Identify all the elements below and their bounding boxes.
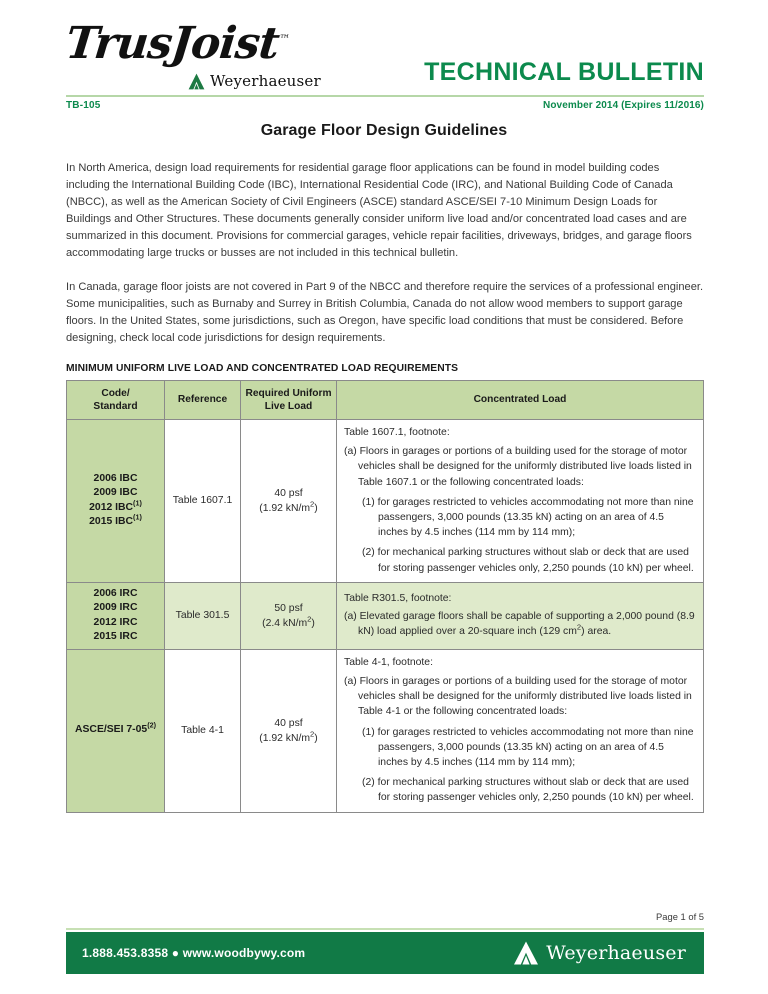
- cell-concentrated-load: [337, 649, 704, 812]
- code-text: 2006 IRC: [93, 587, 138, 599]
- concentrated-item: (1) for garages restricted to vehicles accommodating not more than nine passengers, 3,000 pounds (13.35 kN) acting on an area of 4.5 inches by 4.5 inches (114 mm by 114 mm);: [362, 726, 694, 768]
- footer-divider: [66, 928, 704, 930]
- code-footnote-ref: (2): [147, 720, 156, 730]
- code-line: [69, 587, 162, 602]
- technical-bulletin-title: TECHNICAL BULLETIN: [424, 58, 704, 86]
- cell-uniform-load: [241, 419, 337, 582]
- code-text: 2015 IRC: [93, 631, 138, 643]
- code-line: [69, 630, 162, 645]
- footer-weyerhaeuser-logo: [513, 940, 686, 966]
- uniform-load-metric: (1.92 $kN/m^2$): [259, 499, 318, 514]
- weyerhaeuser-endorsement-text: Weyerhaeuser: [210, 72, 321, 90]
- code-text: 2012 IRC: [93, 616, 138, 628]
- uniform-load-metric: (1.92 $kN/m^2$): [259, 729, 318, 744]
- page-header: [0, 0, 768, 112]
- intro-paragraph-1: In North America, design load requirements for residential garage floor applications can be found in model building codes including the International Building Code (IBC), International Residential Code (IRC), and National Building Code of Canada (NBCC), as well as the American Society of Civil Engineers (ASCE) standard ASCE/SEI 7-10 Minimum Design Loads for Buildings and Other Structures. These documents generally consider uniform live load and/or concentrated load cases and are summarized in this document. Provisions for commercial garages, vehicle repair facilities, driveways, bridges, and garage floors accommodating large trucks or busses are not included in this technical bulletin.: [66, 162, 692, 260]
- footer-company-name: Weyerhaeuser: [546, 942, 686, 964]
- code-text: 2015 IBC: [89, 516, 134, 528]
- table-row: [67, 582, 704, 649]
- code-text: 2009 IBC: [93, 487, 138, 499]
- cell-reference: Table 301.5: [165, 582, 241, 649]
- weyerhaeuser-endorsement: [188, 72, 321, 90]
- section-heading: MINIMUM UNIFORM LIVE LOAD AND CONCENTRATED LOAD REQUIREMENTS: [66, 362, 459, 374]
- footer-contact[interactable]: 1.888.453.8358 ● www.woodbywy.com: [82, 946, 306, 960]
- concentrated-intro: Table 1607.1, footnote:: [344, 426, 450, 438]
- uniform-load-imperial: 40 psf: [274, 487, 303, 499]
- trus-joist-wordmark-text: TrusJoist: [63, 18, 282, 69]
- code-line: [69, 616, 162, 631]
- concentrated-item: (2) for mechanical parking structures without slab or deck that are used for storing passenger vehicles only, 2,250 pounds (10 kN) per wheel.: [362, 547, 694, 574]
- concentrated-item: (1) for garages restricted to vehicles accommodating not more than nine passengers, 3,000 pounds (13.35 kN) acting on an area of 4.5 inches by 4.5 inches (114 mm by 114 mm);: [362, 496, 694, 539]
- column-header-code: [67, 380, 165, 419]
- concentrated-clause-a: (a) Elevated garage floors shall be capable of supporting a 2,000 pound (8.9 kN) load applied over a 20-square inch (129 $cm^2$) area.: [344, 610, 695, 637]
- concentrated-clause-a: (a) Floors in garages or portions of a building used for the storage of motor vehicles shall be designed for the uniformly distributed live loads listed in Table 4-1 or the following concentrated loads:: [344, 675, 692, 718]
- code-line: [69, 720, 162, 738]
- cell-code-standard: [67, 582, 165, 649]
- footer-bar: [66, 932, 704, 974]
- code-line: [69, 601, 162, 616]
- table-row: [67, 419, 704, 582]
- header-divider: [66, 95, 704, 97]
- code-footnote-ref: (1): [133, 498, 142, 508]
- code-text: 2009 IRC: [93, 602, 138, 614]
- cell-concentrated-load: [337, 582, 704, 649]
- column-header-code-line2: Standard: [93, 400, 138, 412]
- code-line: [69, 486, 162, 501]
- cell-uniform-load: [241, 582, 337, 649]
- cell-reference: Table 1607.1: [165, 419, 241, 582]
- column-header-reference: Reference: [165, 380, 241, 419]
- trus-joist-wordmark: [63, 18, 291, 69]
- page-number: Page 1 of 5: [656, 911, 704, 922]
- table-row: [67, 649, 704, 812]
- page-title: Garage Floor Design Guidelines: [260, 122, 508, 139]
- table-header-row: [67, 380, 704, 419]
- cell-reference: Table 4-1: [165, 649, 241, 812]
- code-line: [69, 498, 162, 516]
- cell-concentrated-load: [337, 419, 704, 582]
- weyerhaeuser-triangle-icon: [188, 73, 205, 90]
- code-line: [69, 512, 162, 530]
- load-requirements-table: [66, 380, 704, 813]
- cell-uniform-load: [241, 649, 337, 812]
- column-header-uniform-load: [241, 380, 337, 419]
- trus-joist-logo: [63, 18, 366, 96]
- weyerhaeuser-triangle-icon: [513, 940, 539, 966]
- uniform-load-imperial: 40 psf: [274, 717, 303, 729]
- concentrated-item: (2) for mechanical parking structures without slab or deck that are used for storing passenger vehicles only, 2,250 pounds (10 kN) per wheel.: [362, 777, 694, 804]
- concentrated-clause-a: (a) Floors in garages or portions of a building used for the storage of motor vehicles shall be designed for the uniformly distributed live loads listed in Table 1607.1 or the following concentrated loads:: [344, 446, 692, 488]
- bulletin-date: November 2014 (Expires 11/2016): [543, 100, 704, 111]
- code-footnote-ref: (1): [133, 512, 142, 522]
- column-header-uniform-line2: Live Load: [264, 400, 313, 412]
- document-body: [66, 160, 704, 813]
- trademark-symbol: ™: [278, 32, 290, 46]
- column-header-concentrated-load: Concentrated Load: [337, 380, 704, 419]
- concentrated-intro: Table 4-1, footnote:: [344, 656, 433, 668]
- code-text: ASCE/SEI 7-05: [75, 724, 148, 736]
- uniform-load-imperial: 50 psf: [274, 602, 303, 614]
- intro-paragraph-2: In Canada, garage floor joists are not covered in Part 9 of the NBCC and therefore require the services of a professional engineer. Some municipalities, such as Burnaby and Surrey in British Columbia, Canada do not allow wood members to support garage floors. In the United States, some jurisdictions, such as Oregon, have specific load conditions that must be considered. Before designing, check local code jurisdictions for design requirements.: [66, 280, 704, 344]
- cell-code-standard: [67, 649, 165, 812]
- column-header-code-line1: Code/: [101, 387, 130, 399]
- code-text: 2006 IBC: [93, 472, 138, 484]
- uniform-load-metric: (2.4 $kN/m^2$): [262, 614, 315, 629]
- cell-code-standard: [67, 419, 165, 582]
- column-header-uniform-line1: Required Uniform: [245, 387, 332, 399]
- concentrated-intro: Table R301.5, footnote:: [344, 593, 452, 605]
- code-text: 2012 IBC: [89, 501, 134, 513]
- code-line: [69, 472, 162, 487]
- bulletin-number: TB-105: [66, 100, 101, 111]
